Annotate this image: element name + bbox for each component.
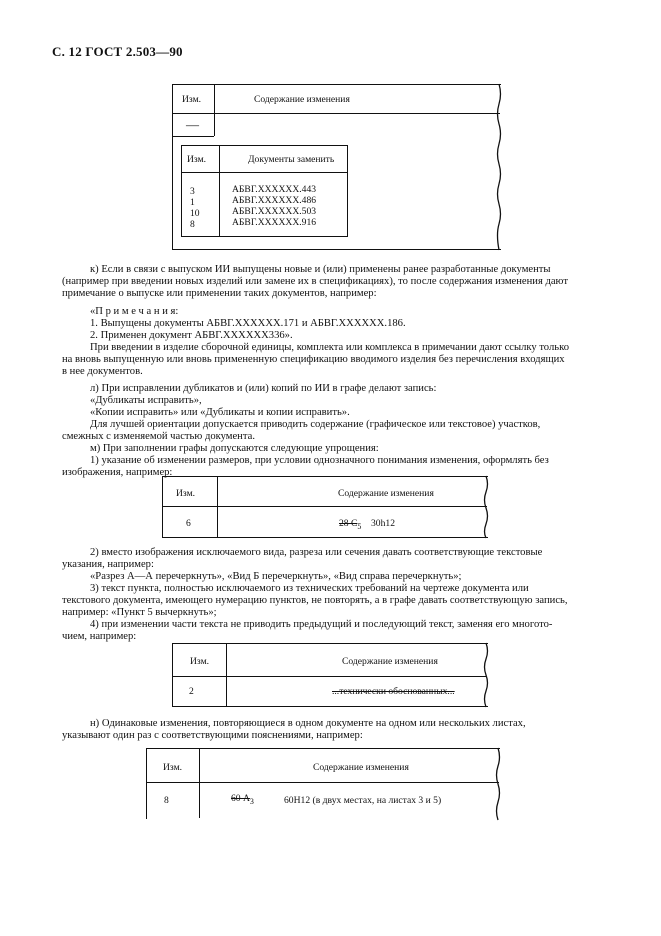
table-3-text: ...технически обоснованных...: [332, 686, 455, 697]
inner-table-num-3: 10: [190, 208, 200, 219]
table-3-header-line: [172, 676, 487, 677]
para-l-4: Для лучшей ориентации допускается приводить содержание (графическое или текстовое) участков,: [90, 419, 541, 430]
notes-title: «П р и м е ч а н и я:: [90, 306, 179, 317]
table-2-col2-header: Содержание изменения: [338, 488, 434, 499]
inner-table-doc-4: АБВГ.ХХХХХХ.916: [232, 217, 317, 228]
table-2-value: 30h12: [371, 518, 395, 529]
table-1-dash: —: [186, 117, 199, 132]
table-4-value: 60H12 (в двух местах, на листах 3 и 5): [284, 795, 442, 806]
table-4-col1-header: Изм.: [163, 762, 183, 773]
para-4-line-1: 4) при изменении части текста не приводить предыдущий и последующий текст, заменяя его многото-: [90, 619, 553, 630]
table-4-struck: [231, 793, 254, 806]
table-3-frame: [172, 643, 488, 707]
para-2-line-3: «Разрез А—А перечеркнуть», «Вид Б перечеркнуть», «Вид справа перечеркнуть»;: [90, 571, 462, 582]
table-3-col2-header: Содержание изменения: [342, 656, 438, 667]
table-4-num: 8: [164, 795, 169, 806]
table-1-col-divider: [214, 84, 215, 136]
table-2-struck-text: 28 С: [339, 518, 358, 529]
table-1-wavy-edge: [498, 84, 504, 250]
table-4-col-divider: [199, 748, 200, 818]
inner-table-doc-2: АБВГ.ХХХХХХ.486: [232, 195, 317, 206]
inner-table-doc-3: АБВГ.ХХХХХХ.503: [232, 206, 317, 217]
para-l-5: смежных с изменяемой частью документа.: [62, 431, 255, 442]
notes-text-3: в нее документов.: [62, 366, 143, 377]
table-4-wavy-edge: [497, 748, 503, 820]
table-4-header-line: [146, 782, 499, 783]
para-n-line-1: н) Одинаковые изменения, повторяющиеся в одном документе на одном или нескольких листах,: [90, 718, 526, 729]
table-4-struck-text: 60 А: [231, 793, 250, 804]
notes-text-2: на вновь выпущенную или вновь примененную спецификацию вводимого изделия без перечисления входящих: [62, 354, 565, 365]
para-n-line-2: указывают один раз с соответствующими пояснениями, например:: [62, 730, 363, 741]
table-2-struck: [339, 518, 361, 531]
table-2-struck-sub: 5: [357, 521, 362, 531]
para-m-1: м) При заполнении графы допускаются следующие упрощения:: [90, 443, 379, 454]
table-2-col1-header: Изм.: [176, 488, 196, 499]
table-3-col1-header: Изм.: [190, 656, 210, 667]
page-header: С. 12 ГОСТ 2.503—90: [52, 44, 183, 59]
table-1-header-line: [172, 113, 500, 114]
table-4-struck-sub: 3: [249, 796, 254, 806]
para-4-line-2: чием, например:: [62, 631, 137, 642]
table-3-col-divider: [226, 643, 227, 706]
table-3-num: 2: [189, 686, 194, 697]
para-3-line-2: текстового документа, имеющего нумерацию пунктов, не повторять, а в графе давать соответствующую запись,: [62, 595, 568, 606]
table-2-num: 6: [186, 518, 191, 529]
para-k-line-2: (например при введении новых изделий или замене их в спецификациях), то после содержания изменения дают: [62, 276, 568, 287]
note-2: 2. Применен документ АБВГ.ХХХХХХ336».: [90, 330, 293, 341]
para-l-1: л) При исправлении дубликатов и (или) копий по ИИ в графе делают запись:: [90, 383, 437, 394]
table-2-wavy-edge: [485, 476, 491, 538]
inner-table-doc-1: АБВГ.ХХХХХХ.443: [232, 184, 317, 195]
table-1-col2-header: Содержание изменения: [254, 94, 350, 105]
para-k-line-1: к) Если в связи с выпуском ИИ выпущены новые и (или) применены ранее разработанные документы: [90, 264, 551, 275]
inner-table-col2-header: Документы заменить: [248, 154, 335, 165]
table-4-col2-header: Содержание изменения: [313, 762, 409, 773]
inner-table-num-1: 3: [190, 186, 195, 197]
table-3-wavy-edge: [485, 643, 491, 707]
para-m-2: 1) указание об изменении размеров, при условии однозначного понимания изменения, оформлять без: [90, 455, 549, 466]
para-2-line-1: 2) вместо изображения исключаемого вида, разреза или сечения давать соответствующие текстовые: [90, 547, 543, 558]
para-k-line-3: примечание о выпуске или применении таких документов, например:: [62, 288, 377, 299]
note-1: 1. Выпущены документы АБВГ.ХХХХХХ.171 и АБВГ.ХХХХХХ.186.: [90, 318, 406, 329]
table-2-frame: [162, 476, 488, 538]
table-1-row-line: [172, 136, 214, 137]
table-2-header-line: [162, 506, 487, 507]
para-l-2: «Дубликаты исправить»,: [90, 395, 202, 406]
inner-table-header-line: [181, 172, 347, 173]
table-1-col1-header: Изм.: [182, 94, 202, 105]
notes-text-1: При введении в изделие сборочной единицы, комплекта или комплекса в примечании дают ссылку только: [90, 342, 569, 353]
para-l-3: «Копии исправить» или «Дубликаты и копии исправить».: [90, 407, 350, 418]
para-3-line-3: например: «Пункт 5 вычеркнуть»;: [62, 607, 217, 618]
inner-table-num-4: 8: [190, 219, 195, 230]
para-3-line-1: 3) текст пункта, полностью исключаемого из технических требований на чертеже документа или: [90, 583, 529, 594]
inner-table-num-2: 1: [190, 197, 195, 208]
para-2-line-2: указания, например:: [62, 559, 154, 570]
inner-table-col1-header: Изм.: [187, 154, 207, 165]
para-m-3: изображения, например:: [62, 467, 173, 478]
inner-table-col-divider: [219, 145, 220, 236]
